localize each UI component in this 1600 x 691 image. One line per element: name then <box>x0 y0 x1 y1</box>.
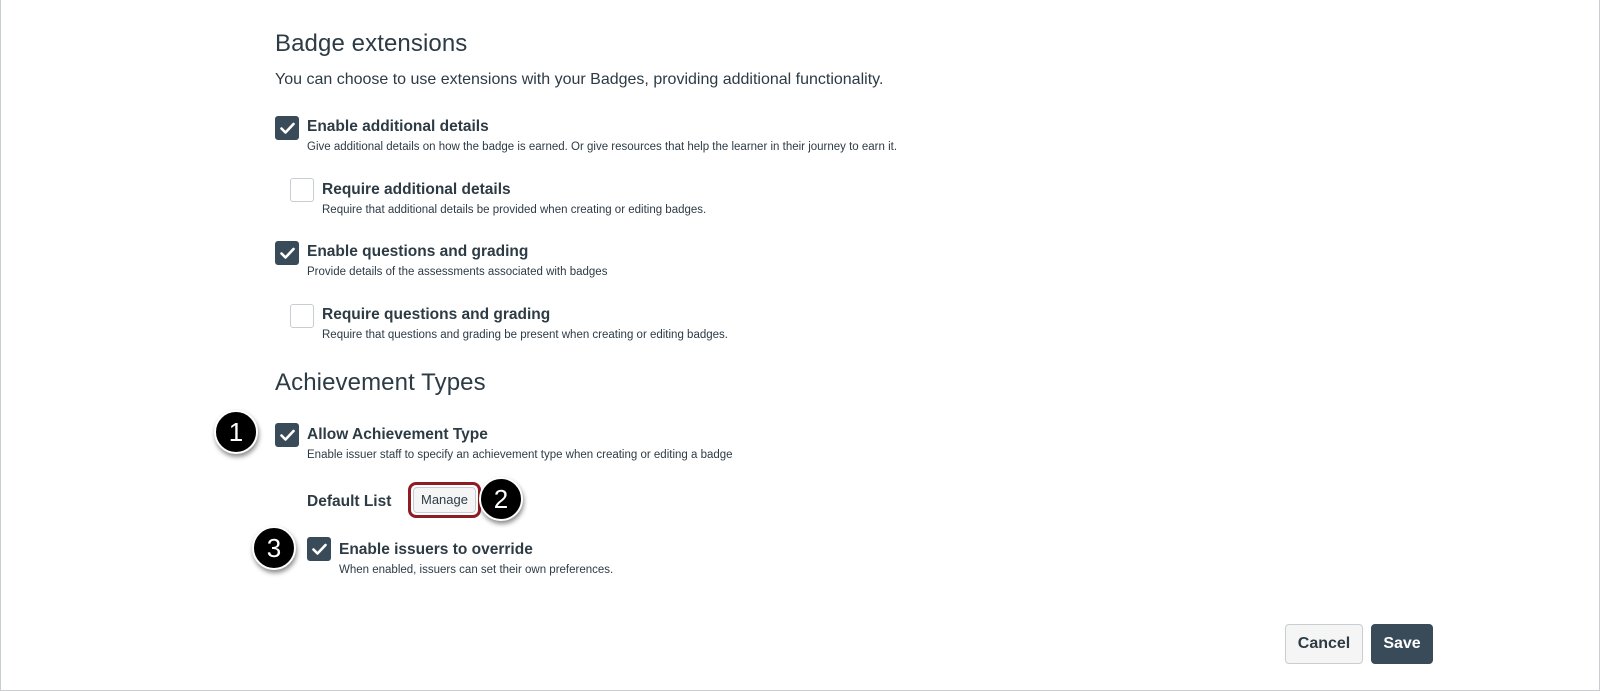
callout-2: 2 <box>479 477 523 521</box>
require-questions-grading-checkbox[interactable] <box>290 304 314 328</box>
callout-3: 3 <box>252 526 296 570</box>
allow-achievement-type-label[interactable]: Allow Achievement Type <box>307 426 488 443</box>
manage-button-highlight <box>408 482 481 518</box>
save-button[interactable]: Save <box>1371 624 1433 664</box>
checkmark-icon <box>312 543 327 556</box>
default-list-label: Default List <box>307 493 392 510</box>
enable-additional-details-label[interactable]: Enable additional details <box>307 118 489 135</box>
cancel-button[interactable]: Cancel <box>1285 624 1363 664</box>
achievement-types-heading: Achievement Types <box>275 369 486 396</box>
require-additional-details-description: Require that additional details be provided when creating or editing badges. <box>322 204 707 216</box>
checkmark-icon <box>280 247 295 260</box>
enable-issuers-override-checkbox[interactable] <box>307 537 331 561</box>
manage-button[interactable]: Manage <box>413 487 476 513</box>
enable-issuers-override-description: When enabled, issuers can set their own preferences. <box>339 564 614 576</box>
require-questions-grading-label[interactable]: Require questions and grading <box>322 306 551 323</box>
enable-questions-grading-description: Provide details of the assessments associated with badges <box>307 266 608 278</box>
checkmark-icon <box>280 122 295 135</box>
require-additional-details-label[interactable]: Require additional details <box>322 181 511 198</box>
badge-extensions-intro: You can choose to use extensions with your Badges, providing additional functionality. <box>275 71 884 88</box>
badge-extensions-heading: Badge extensions <box>275 30 468 57</box>
enable-additional-details-checkbox[interactable] <box>275 116 299 140</box>
enable-issuers-override-label[interactable]: Enable issuers to override <box>339 541 533 558</box>
enable-additional-details-description: Give additional details on how the badge is earned. Or give resources that help the learner in their journey to earn it. <box>307 141 898 153</box>
checkmark-icon <box>280 429 295 442</box>
require-questions-grading-description: Require that questions and grading be present when creating or editing badges. <box>322 329 728 341</box>
allow-achievement-type-checkbox[interactable] <box>275 423 299 447</box>
allow-achievement-type-description: Enable issuer staff to specify an achievement type when creating or editing a badge <box>307 449 733 461</box>
enable-questions-grading-checkbox[interactable] <box>275 241 299 265</box>
callout-1: 1 <box>214 410 258 454</box>
require-additional-details-checkbox[interactable] <box>290 178 314 202</box>
enable-questions-grading-label[interactable]: Enable questions and grading <box>307 243 529 260</box>
